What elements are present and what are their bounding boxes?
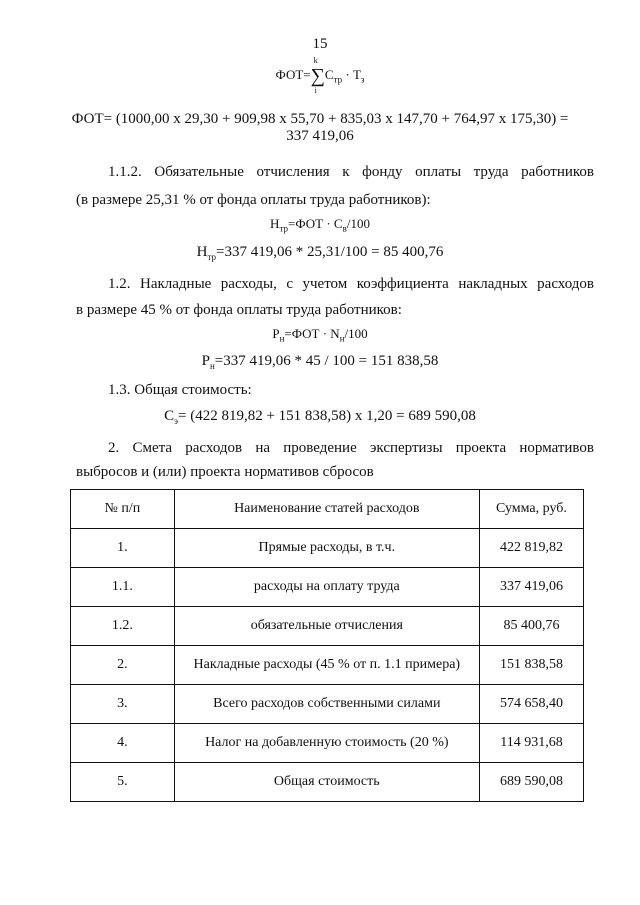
formula-fot-c-sub: тр <box>333 74 343 85</box>
table-row <box>71 724 584 763</box>
formula-fot-c: С <box>324 66 334 82</box>
table-cell-name: Общая стоимость <box>174 763 479 802</box>
section-13-heading: 1.3. Общая стоимость: <box>108 382 252 398</box>
table-cell-sum: 85 400,76 <box>479 607 583 646</box>
table-cell-sum: 151 838,58 <box>479 646 583 685</box>
table-cell-number: 1.2. <box>71 607 175 646</box>
section-2-line1: 2. Смета расходов на проведение экспертизы проекта нормативов <box>108 440 594 456</box>
sum-lower-limit: i <box>314 86 317 95</box>
formula-fot-t-sub: з <box>360 74 365 85</box>
table-header-row <box>71 490 584 529</box>
calc-fot-line1: ФОТ= (1000,00 х 29,30 + 909,98 х 55,70 + 835,03 х 147,70 + 764,97 х 175,30) = <box>71 111 569 127</box>
formula-n-sub: н <box>339 333 345 344</box>
table-cell-number: 3. <box>71 685 175 724</box>
section-112-line1: 1.1.2. Обязательные отчисления к фонду оплаты труда работников <box>108 164 594 180</box>
calc-h-sub: тр <box>207 252 217 262</box>
section-12-line1: 1.2. Накладные расходы, с учетом коэффициента накладных расходов <box>108 276 594 292</box>
table-cell-name: Накладные расходы (45 % от п. 1.1 примера) <box>174 646 479 685</box>
table-cell-name: Налог на добавленную стоимость (20 %) <box>174 724 479 763</box>
formula-h-tail: /100 <box>346 216 370 231</box>
calc-p-rest: =337 419,06 * 45 / 100 = 151 838,58 <box>214 353 439 369</box>
calc-h-rest: =337 419,06 * 25,31/100 = 85 400,76 <box>216 244 444 260</box>
table-cell-sum: 574 658,40 <box>479 685 583 724</box>
table-cell-name: Прямые расходы, в т.ч. <box>174 529 479 568</box>
table-header-cell: № п/п <box>71 490 175 529</box>
table-row <box>71 529 584 568</box>
formula-fot <box>0 56 640 95</box>
calc-p-symbol: Р <box>201 353 210 369</box>
formula-p-sub: н <box>279 333 285 344</box>
section-12-line2: в размере 45 % от фонда оплаты труда работников: <box>76 302 402 318</box>
section-2-line2: выбросов и (или) проекта нормативов сбросов <box>76 464 374 480</box>
formula-fot-lhs: ФОТ= <box>275 66 311 82</box>
table-cell-number: 2. <box>71 646 175 685</box>
table-row <box>71 685 584 724</box>
table-row <box>71 763 584 802</box>
table-row <box>71 568 584 607</box>
formula-p <box>0 326 640 344</box>
table-cell-sum: 689 590,08 <box>479 763 583 802</box>
table-cell-sum: 114 931,68 <box>479 724 583 763</box>
calc-c-sub: э <box>174 416 178 426</box>
table-cell-number: 5. <box>71 763 175 802</box>
section-112-line2: (в размере 25,31 % от фонда оплаты труда работников): <box>76 192 431 208</box>
calc-h-symbol: Н <box>196 244 208 260</box>
formula-h-symbol: Н <box>270 216 280 231</box>
formula-p-rest: =ФОТ · N <box>284 326 340 341</box>
formula-fot-t: · Т <box>342 66 361 82</box>
sum-upper-limit: k <box>313 56 318 65</box>
calc-p <box>0 353 640 371</box>
sum-symbol: ∑ k i <box>310 56 325 95</box>
calc-fot-line2: 337 419,06 <box>286 128 354 144</box>
table-cell-name: обязательные отчисления <box>174 607 479 646</box>
formula-p-tail: /100 <box>344 326 368 341</box>
calc-c-symbol: С <box>164 408 175 424</box>
table-cell-number: 4. <box>71 724 175 763</box>
table-cell-number: 1. <box>71 529 175 568</box>
calc-p-sub: н <box>209 361 215 371</box>
formula-c-sub: в <box>342 223 347 234</box>
formula-h-sub: тр <box>279 223 288 234</box>
formula-h-rest: =ФОТ · С <box>287 216 343 231</box>
page-number: 15 <box>312 36 328 52</box>
formula-h <box>0 216 640 234</box>
table-cell-name: расходы на оплату труда <box>174 568 479 607</box>
calc-c <box>0 408 640 426</box>
calc-h <box>0 244 640 262</box>
table-cell-sum: 422 819,82 <box>479 529 583 568</box>
formula-p-symbol: Р <box>272 326 280 341</box>
table-cell-sum: 337 419,06 <box>479 568 583 607</box>
table-row <box>71 607 584 646</box>
table-cell-number: 1.1. <box>71 568 175 607</box>
table-header-cell: Сумма, руб. <box>479 490 583 529</box>
calc-c-rest: = (422 819,82 + 151 838,58) х 1,20 = 689 590,08 <box>178 408 476 424</box>
table-row <box>71 646 584 685</box>
cost-table <box>70 489 584 802</box>
table-header-cell: Наименование статей расходов <box>174 490 479 529</box>
table-cell-name: Всего расходов собственными силами <box>174 685 479 724</box>
